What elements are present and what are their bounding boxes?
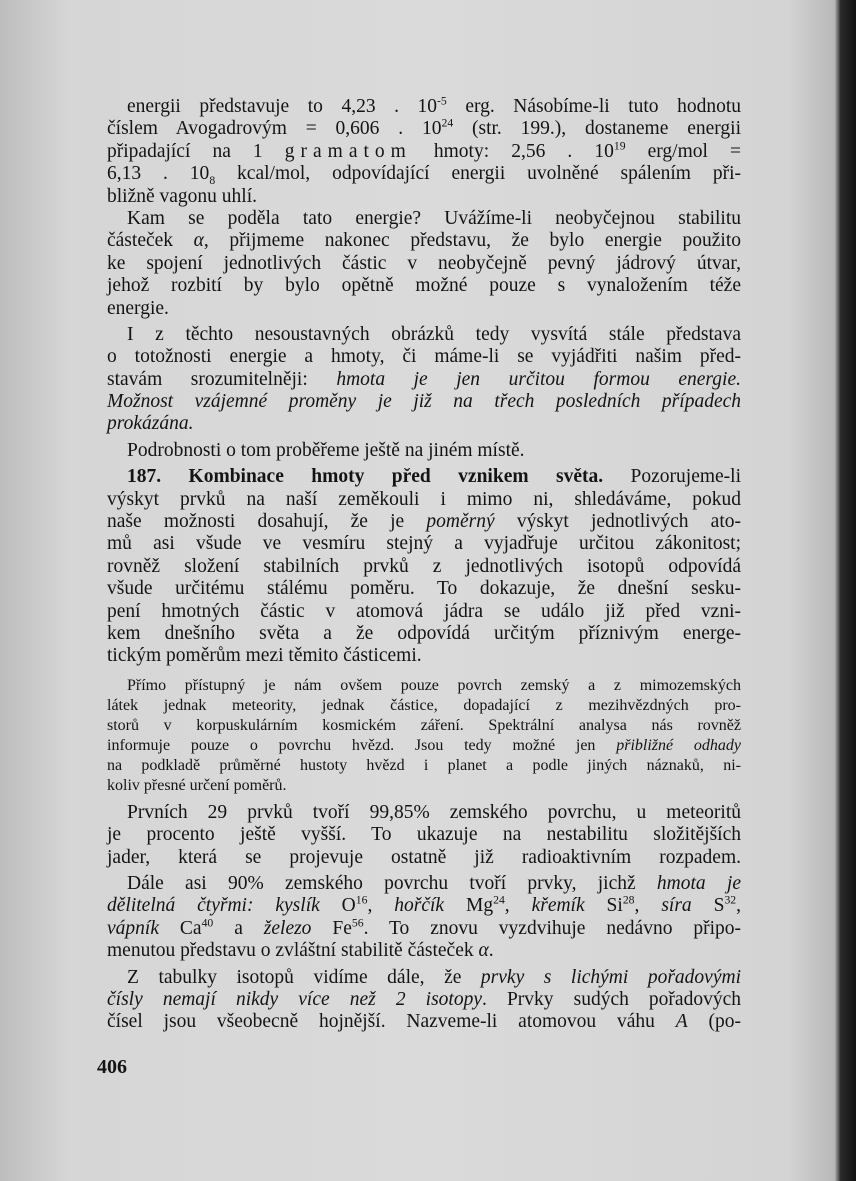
- text-run: (po-: [687, 1011, 741, 1033]
- text-line: [107, 578, 741, 600]
- text-line: [107, 716, 741, 736]
- text-line: [107, 676, 741, 696]
- text-run: kcal/mol, odpovídající energii uvolněné spálením při-: [215, 163, 741, 185]
- text-line: [107, 918, 741, 940]
- text-run: dělitelná čtyřmi: kyslík: [107, 895, 320, 917]
- text-line: [107, 324, 741, 346]
- text-run: ,: [736, 895, 741, 917]
- text-line: [107, 346, 741, 368]
- superscript: 28: [622, 893, 635, 907]
- text-line: [107, 847, 741, 869]
- text-run: prokázána.: [107, 413, 194, 435]
- text-run: .: [488, 940, 494, 962]
- superscript: 40: [201, 916, 214, 930]
- superscript: 56: [351, 916, 364, 930]
- superscript: 32: [724, 893, 737, 907]
- text-line: [107, 275, 741, 297]
- text-line: [107, 369, 741, 391]
- text-run: připadající na 1: [107, 140, 285, 162]
- text-run: energie.: [107, 297, 169, 319]
- superscript: 24: [493, 893, 505, 907]
- text-run: menutou představu o zvláštní stabilitě částeček: [107, 940, 479, 962]
- text-run: je procento ještě vyšší. To ukazuje na nestabilitu složitějších: [107, 824, 741, 846]
- text-line: [107, 989, 741, 1011]
- text-run: Kam se poděla tato energie? Uvážíme-li neobyčejnou stabilitu: [127, 207, 741, 229]
- text-run: storů v korpuskulárním kosmickém záření. Spektrální analysa nás rovněž: [107, 716, 741, 734]
- text-run: erg. Násobíme-li tuto hodnotu: [446, 96, 741, 117]
- text-run: Fe: [311, 917, 352, 939]
- text-run: látek jednak meteority, jednak částice, dopadající z mezihvězdných pro-: [107, 696, 741, 714]
- text-run: na podkladě průměrné hustoty hvězd i planet a podle jiných náznaků, ni-: [107, 756, 741, 774]
- superscript: 16: [355, 893, 368, 907]
- text-run: poměrný: [426, 511, 495, 533]
- text-run: Podrobnosti o tom proběřeme ještě na jiném místě.: [127, 439, 525, 461]
- text-run: ,: [634, 895, 662, 917]
- text-run: 6,13 . 10: [107, 163, 210, 185]
- text-line: [107, 895, 741, 917]
- superscript: 24: [441, 116, 454, 130]
- text-run: gramatom: [284, 140, 412, 162]
- text-run: hmoty: 2,56 . 10: [411, 140, 614, 162]
- text-line: [107, 802, 741, 824]
- text-line: [107, 298, 741, 320]
- text-line: [107, 1011, 741, 1033]
- text-run: ,: [367, 895, 395, 917]
- text-run: (str. 199.), dostaneme energii: [453, 118, 741, 140]
- text-run: Přímo přístupný je nám ovšem pouze povrch zemský a z mimozemských: [127, 676, 741, 694]
- text-run: vápník: [107, 917, 159, 939]
- text-run: hmota je: [656, 872, 741, 894]
- text-run: křemík: [531, 895, 585, 917]
- text-run: O: [319, 895, 356, 917]
- text-run: tickým poměrům mezi těmito částicemi.: [107, 645, 422, 667]
- text-run: jader, která se projevuje ostatně již radioaktivním rozpadem.: [107, 846, 741, 868]
- text-run: A: [675, 1011, 688, 1033]
- text-run: koliv přesné určení poměrů.: [107, 776, 287, 794]
- text-line: [107, 556, 741, 578]
- page-number: 406: [97, 1056, 127, 1078]
- text-run: přibližné odhady: [616, 736, 741, 754]
- paragraph: [107, 802, 741, 869]
- text-run: informuje pouze o povrchu hvězd. Jsou tedy možné jen: [107, 736, 617, 754]
- text-line: [107, 776, 741, 796]
- text-line: [107, 873, 741, 895]
- text-run: hořčík: [394, 895, 445, 917]
- text-line: [107, 756, 741, 776]
- text-run: α: [193, 230, 204, 252]
- text-run: železo: [263, 917, 312, 939]
- paragraph: [107, 208, 741, 320]
- subscript: 8: [209, 174, 216, 188]
- text-run: mů asi všude ve vesmíru stejný a vyjadřuje určitou zákonitost;: [107, 533, 741, 555]
- text-run: kem dnešního světa a že odpovídá určitým příznivým energe-: [107, 622, 741, 644]
- text-run: hmota je jen určitou formou energie.: [336, 368, 741, 390]
- text-line: [107, 511, 741, 533]
- text-run: výskyt jednotlivých ato-: [494, 511, 741, 533]
- paragraph: [107, 967, 741, 1034]
- paragraph: [107, 96, 741, 208]
- text-run: ,: [504, 895, 532, 917]
- text-run: o totožnosti energie a hmoty, či máme-li se vyjádřiti našim před-: [107, 346, 741, 368]
- text-run: bližně vagonu uhlí.: [107, 185, 258, 207]
- text-run: Možnost vzájemné proměny je již na třech posledních případech: [107, 391, 741, 413]
- superscript: -5: [437, 94, 447, 108]
- text-run: síra: [661, 895, 692, 917]
- text-line: [107, 645, 741, 667]
- text-line: [107, 824, 741, 846]
- text-run: energii představuje to 4,23 . 10: [127, 96, 438, 117]
- text-run: Dále asi 90% zemského povrchu tvoří prvky, jichž: [127, 872, 657, 894]
- text-line: [107, 163, 741, 188]
- text-line: [107, 440, 741, 462]
- text-run: a: [213, 917, 264, 939]
- text-run: číslem Avogadrovým = 0,606 . 10: [107, 118, 442, 140]
- text-run: α: [478, 940, 489, 962]
- text-run: . Prvky sudých pořadových: [481, 988, 741, 1010]
- text-line: [107, 967, 741, 989]
- text-run: I z těchto nesoustavných obrázků tedy vysvítá stále představa: [127, 323, 741, 345]
- text-run: Si: [584, 895, 623, 917]
- text-line: [107, 186, 741, 208]
- text-line: [107, 391, 741, 413]
- page-body: [107, 96, 741, 1034]
- text-line: [107, 601, 741, 623]
- text-line: [107, 141, 741, 163]
- text-line: [107, 533, 741, 555]
- text-run: prvky s lichými pořadovými: [480, 966, 741, 988]
- text-run: pení hmotných částic v atomová jádra se událo již před vzni-: [107, 600, 741, 622]
- text-line: [107, 96, 741, 118]
- superscript: 19: [613, 139, 626, 153]
- text-run: Mg: [444, 895, 494, 917]
- footnote-paragraph: [107, 676, 741, 796]
- section-187-paragraph: [107, 466, 741, 668]
- text-run: erg/mol =: [625, 140, 741, 162]
- text-line: [107, 413, 741, 435]
- text-run: Pozorujeme-li: [603, 466, 742, 488]
- text-run: výskyt prvků na naší zeměkouli i mimo ni, shledáváme, pokud: [107, 488, 741, 510]
- text-line: [107, 940, 741, 962]
- text-line: [107, 489, 741, 511]
- text-line: [107, 230, 741, 252]
- text-run: všude určitému stálému poměru. To dokazuje, že dnešní sesku-: [107, 578, 741, 600]
- section-heading: 187. Kombinace hmoty před vznikem světa.: [127, 466, 604, 488]
- text-run: , přijmeme nakonec představu, že bylo energie použito: [203, 230, 741, 252]
- text-line: [107, 466, 741, 488]
- text-line: [107, 253, 741, 275]
- text-line: [107, 118, 741, 140]
- text-line: [107, 208, 741, 230]
- text-run: částeček: [107, 230, 194, 252]
- text-run: stavám srozumitelněji:: [107, 368, 337, 390]
- text-run: Ca: [158, 917, 202, 939]
- text-line: [107, 696, 741, 716]
- text-run: . To znovu vyzdvihuje nedávno připo-: [363, 917, 742, 939]
- text-line: [107, 623, 741, 645]
- text-run: jehož rozbití by bylo opětně možné pouze s vynaložením téže: [107, 275, 741, 297]
- text-run: rovněž složení stabilních prvků z jednotlivých isotopů odpovídá: [107, 555, 741, 577]
- paragraph: [107, 324, 741, 436]
- text-run: čísly nemají nikdy více než 2 isotopy: [107, 988, 482, 1010]
- text-run: ke spojení jednotlivých částic v neobyčejně pevný jádrový útvar,: [107, 252, 741, 274]
- text-line: [107, 736, 741, 756]
- text-run: S: [691, 895, 725, 917]
- paragraph: [107, 873, 741, 963]
- text-run: čísel jsou všeobecně hojnější. Nazveme-li atomovou váhu: [107, 1011, 676, 1033]
- text-run: Prvních 29 prvků tvoří 99,85% zemského povrchu, u meteoritů: [127, 801, 741, 823]
- text-run: Z tabulky isotopů vidíme dále, že: [127, 966, 481, 988]
- paragraph: [107, 440, 741, 462]
- text-run: naše možnosti dosahují, že je: [107, 511, 427, 533]
